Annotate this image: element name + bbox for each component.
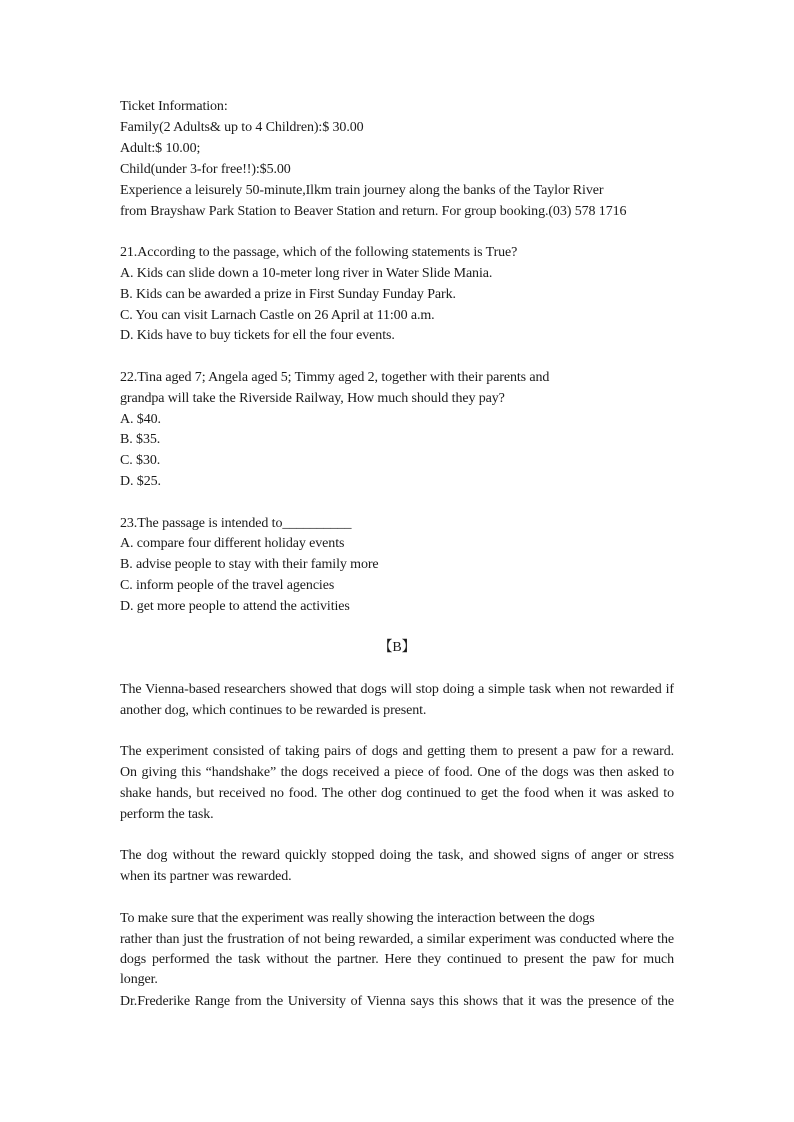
q23-question: 23.The passage is intended to__________ (120, 516, 352, 531)
q21-option-b: B. Kids can be awarded a prize in First Sunday Funday Park. (120, 287, 456, 302)
ticket-description-line-2: from Brayshaw Park Station to Beaver Station and return. For group booking.(03) 578 1716 (120, 204, 627, 219)
q22-option-a: A. $40. (120, 412, 161, 427)
ticket-child-price: Child(under 3-for free!!):$5.00 (120, 162, 291, 177)
q22-option-c: C. $30. (120, 453, 161, 468)
q23-option-c: C. inform people of the travel agencies (120, 578, 335, 593)
paragraph-2-line-4: perform the task. (120, 807, 214, 822)
paragraph-5-line-1: Dr.Frederike Range from the University of Vienna says this shows that it was the presence of the (120, 994, 674, 1009)
q21-option-a: A. Kids can slide down a 10-meter long river in Water Slide Mania. (120, 266, 493, 281)
paragraph-2-line-1: The experiment consisted of taking pairs of dogs and getting them to present a paw for a reward. (120, 744, 674, 759)
paragraph-3-line-1: The dog without the reward quickly stopped doing the task, and showed signs of anger or stress (120, 848, 674, 863)
paragraph-2-line-2: On giving this “handshake” the dogs received a piece of food. One of the dogs was then asked to (120, 765, 674, 780)
paragraph-1-line-1: The Vienna-based researchers showed that dogs will stop doing a simple task when not rewarded if (120, 682, 674, 697)
q21-question: 21.According to the passage, which of the following statements is True? (120, 245, 518, 260)
q21-option-d: D. Kids have to buy tickets for ell the four events. (120, 328, 395, 343)
ticket-description-line-1: Experience a leisurely 50-minute,Ilkm train journey along the banks of the Taylor River (120, 183, 604, 198)
q23-option-a: A. compare four different holiday events (120, 536, 345, 551)
section-b-heading: 【B】 (378, 640, 416, 655)
ticket-heading: Ticket Information: (120, 99, 228, 114)
q22-option-b: B. $35. (120, 432, 161, 447)
q21-option-c: C. You can visit Larnach Castle on 26 April at 11:00 a.m. (120, 308, 435, 323)
paragraph-2-line-3: shake hands, but received no food. The other dog continued to get the food when it was asked to (120, 786, 674, 801)
q22-option-d: D. $25. (120, 474, 161, 489)
q23-option-b: B. advise people to stay with their family more (120, 557, 379, 572)
paragraph-1-line-2: another dog, which continues to be rewarded is present. (120, 703, 427, 718)
q23-option-d: D. get more people to attend the activities (120, 599, 350, 614)
paragraph-4-line-2: rather than just the frustration of not being rewarded, a similar experiment was conducted where the (120, 932, 674, 947)
paragraph-4-line-3: dogs performed the task without the partner. Here they continued to present the paw for much longer. (120, 952, 674, 987)
ticket-family-price: Family(2 Adults& up to 4 Children):$ 30.00 (120, 120, 364, 135)
paragraph-3-line-2: when its partner was rewarded. (120, 869, 292, 884)
paragraph-4-line-1: To make sure that the experiment was really showing the interaction between the dogs (120, 911, 595, 926)
q22-question-line-1: 22.Tina aged 7; Angela aged 5; Timmy aged 2, together with their parents and (120, 370, 550, 385)
ticket-adult-price: Adult:$ 10.00; (120, 141, 201, 156)
q22-question-line-2: grandpa will take the Riverside Railway, How much should they pay? (120, 391, 505, 406)
